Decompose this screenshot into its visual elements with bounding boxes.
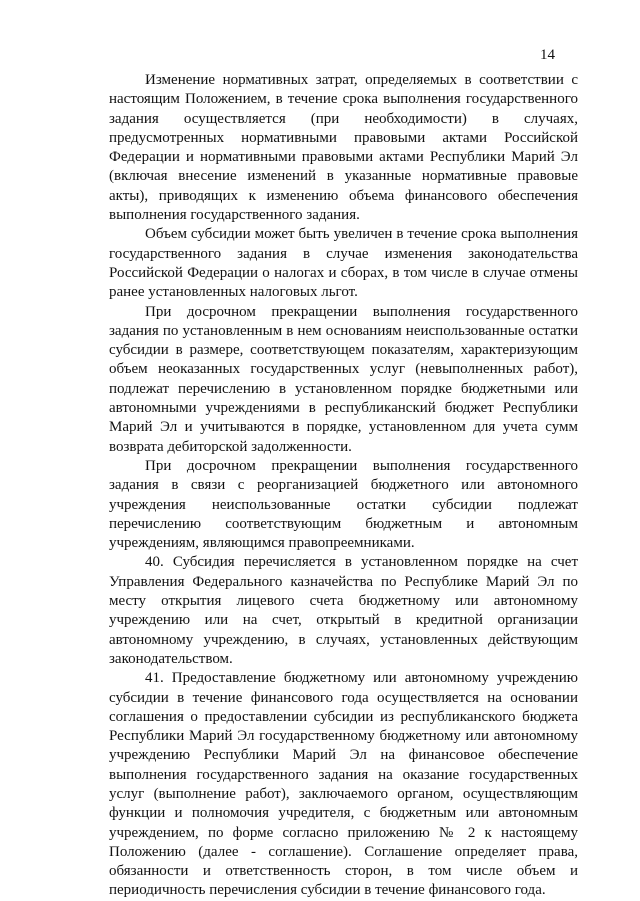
paragraph-clause-40: 40. Субсидия перечисляется в установленном порядке на счет Управления Федерального казначейства по Республике Марий Эл по месту открытия лицевого счета бюджетному или автономному учреждению или на счет, открытый в кредитной организации автономному учреждению, в случаях, установленных действующим законодательством.: [109, 554, 578, 667]
paragraph-reorganization: При досрочном прекращении выполнения государственного задания в связи с реорганизацией бюджетного или автономного учреждения неиспользованные остатки субсидии подлежат перечислению соответствующим бюджетным и автономным учреждениям, являющимся правопреемниками.: [109, 457, 578, 552]
paragraph-clause-41: 41. Предоставление бюджетному или автономному учреждению субсидии в течение финансового года осуществляется на основании соглашения о предоставлении субсидии из республиканского бюджета Республики Марий Эл государственному бюджетному или автономному учреждению Республики Марий Эл на финансовое обеспечение выполнения государственного задания на оказание государственных услуг (выполнение работ), заключаемого органом, осуществляющим функции и полномочия учредителя, с бюджетным или автономным учреждением, по форме согласно приложению № 2 к настоящему Положению (далее - соглашение). Соглашение определяет права, обязанности и ответственность сторон, в том числе объем и периодичность перечисления субсидии в течение финансового года.: [109, 670, 578, 899]
paragraph-early-termination: При досрочном прекращении выполнения государственного задания по установленным в нем основаниям неиспользованные остатки субсидии в размере, соответствующем показателям, характеризующим объем неоказанных государственных услуг (невыполненных работ), подлежат перечислению в установленном порядке бюджетными или автономными учреждениями в республиканский бюджет Республики Марий Эл и учитываются в порядке, установленном для учета сумм возврата дебиторской задолженности.: [109, 303, 578, 455]
paragraph-standard-cost-change: Изменение нормативных затрат, определяемых в соответствии с настоящим Положением, в течение срока выполнения государственного задания осуществляется (при необходимости) в случаях, предусмотренных нормативными правовыми актами Российской Федерации и нормативными правовыми актами Республики Марий Эл (включая внесение изменений в указанные нормативные правовые акты), приводящих к изменению объема финансового обеспечения выполнения государственного задания.: [109, 72, 578, 224]
paragraph-subsidy-increase: Объем субсидии может быть увеличен в течение срока выполнения государственного задания в случае изменения законодательства Российской Федерации о налогах и сборах, в том числе в случае отмены ранее установленных налоговых льгот.: [109, 226, 578, 301]
document-body: [109, 71, 578, 901]
page-number: 14: [540, 47, 555, 63]
